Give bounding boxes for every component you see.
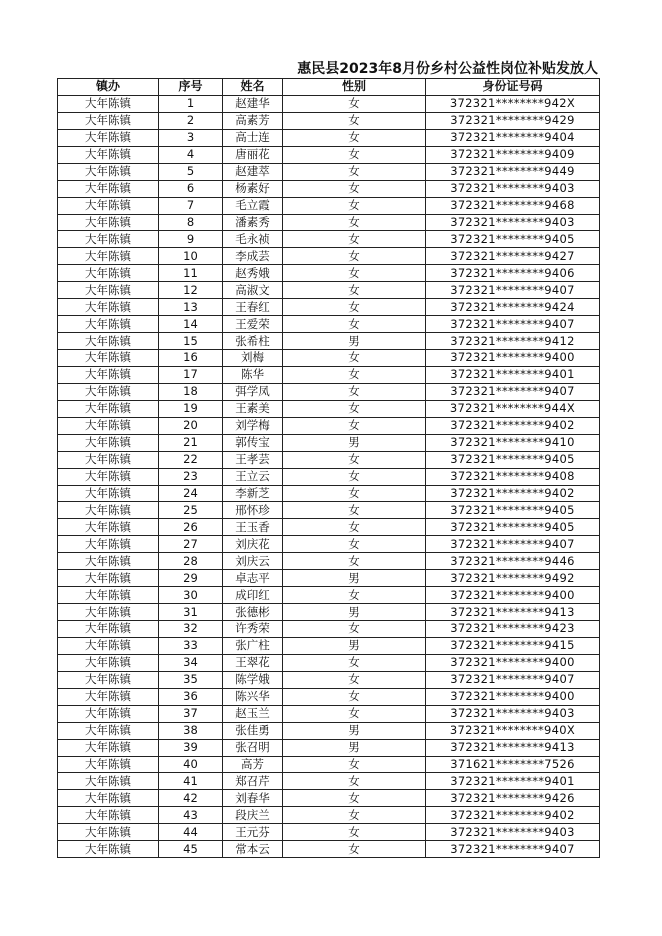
cell-serial: 22 — [159, 451, 223, 468]
table-row — [58, 299, 600, 316]
cell-gender: 女 — [283, 654, 426, 671]
cell-id-number: 372321********9413 — [426, 604, 600, 621]
cell-serial: 3 — [159, 129, 223, 146]
cell-gender: 女 — [283, 468, 426, 485]
cell-name: 赵秀娥 — [223, 265, 283, 282]
cell-id-number: 372321********9403 — [426, 214, 600, 231]
cell-town: 大年陈镇 — [58, 485, 159, 502]
cell-town: 大年陈镇 — [58, 688, 159, 705]
cell-gender: 女 — [283, 502, 426, 519]
cell-serial: 36 — [159, 688, 223, 705]
cell-name: 张召明 — [223, 739, 283, 756]
cell-town: 大年陈镇 — [58, 417, 159, 434]
cell-serial: 14 — [159, 316, 223, 333]
cell-town: 大年陈镇 — [58, 333, 159, 350]
cell-name: 王孝芸 — [223, 451, 283, 468]
cell-serial: 19 — [159, 400, 223, 417]
table-row — [58, 824, 600, 841]
cell-town: 大年陈镇 — [58, 604, 159, 621]
cell-serial: 27 — [159, 536, 223, 553]
cell-name: 成印红 — [223, 587, 283, 604]
cell-town: 大年陈镇 — [58, 451, 159, 468]
cell-gender: 女 — [283, 214, 426, 231]
cell-id-number: 372321********9401 — [426, 366, 600, 383]
header-serial: 序号 — [159, 79, 223, 96]
table-row — [58, 180, 600, 197]
cell-id-number: 372321********9407 — [426, 316, 600, 333]
cell-serial: 44 — [159, 824, 223, 841]
cell-serial: 10 — [159, 248, 223, 265]
cell-gender: 女 — [283, 671, 426, 688]
document-title: 惠民县2023年8月份乡村公益性岗位补贴发放人 — [297, 61, 598, 77]
cell-gender: 女 — [283, 536, 426, 553]
cell-id-number: 372321********9492 — [426, 570, 600, 587]
cell-serial: 24 — [159, 485, 223, 502]
cell-town: 大年陈镇 — [58, 824, 159, 841]
cell-name: 唐丽花 — [223, 146, 283, 163]
table-row — [58, 637, 600, 654]
header-name: 姓名 — [223, 79, 283, 96]
cell-gender: 女 — [283, 163, 426, 180]
cell-serial: 12 — [159, 282, 223, 299]
cell-serial: 37 — [159, 705, 223, 722]
cell-town: 大年陈镇 — [58, 671, 159, 688]
cell-town: 大年陈镇 — [58, 316, 159, 333]
cell-serial: 13 — [159, 299, 223, 316]
cell-name: 陈兴华 — [223, 688, 283, 705]
cell-name: 刘春华 — [223, 790, 283, 807]
cell-gender: 女 — [283, 688, 426, 705]
cell-town: 大年陈镇 — [58, 654, 159, 671]
cell-id-number: 372321********9402 — [426, 485, 600, 502]
cell-town: 大年陈镇 — [58, 214, 159, 231]
table-row — [58, 333, 600, 350]
header-town: 镇办 — [58, 79, 159, 96]
cell-gender: 女 — [283, 824, 426, 841]
cell-gender: 女 — [283, 265, 426, 282]
header-row — [58, 79, 600, 96]
cell-serial: 18 — [159, 383, 223, 400]
cell-gender: 女 — [283, 180, 426, 197]
cell-town: 大年陈镇 — [58, 163, 159, 180]
table-row — [58, 654, 600, 671]
table-row — [58, 451, 600, 468]
cell-gender: 女 — [283, 553, 426, 570]
table-row — [58, 722, 600, 739]
cell-serial: 20 — [159, 417, 223, 434]
table-row — [58, 95, 600, 112]
cell-gender: 男 — [283, 722, 426, 739]
cell-serial: 1 — [159, 95, 223, 112]
cell-gender: 女 — [283, 95, 426, 112]
table-row — [58, 214, 600, 231]
cell-name: 张希柱 — [223, 333, 283, 350]
table-row — [58, 146, 600, 163]
cell-serial: 40 — [159, 756, 223, 773]
cell-name: 王素美 — [223, 400, 283, 417]
cell-town: 大年陈镇 — [58, 265, 159, 282]
cell-name: 毛立霞 — [223, 197, 283, 214]
cell-gender: 女 — [283, 316, 426, 333]
table-row — [58, 400, 600, 417]
table-row — [58, 671, 600, 688]
table-row — [58, 383, 600, 400]
cell-serial: 28 — [159, 553, 223, 570]
cell-gender: 女 — [283, 129, 426, 146]
cell-town: 大年陈镇 — [58, 468, 159, 485]
roster-body — [58, 95, 600, 857]
cell-town: 大年陈镇 — [58, 146, 159, 163]
cell-town: 大年陈镇 — [58, 637, 159, 654]
cell-town: 大年陈镇 — [58, 248, 159, 265]
cell-name: 郑召芹 — [223, 773, 283, 790]
cell-id-number: 372321********9468 — [426, 197, 600, 214]
cell-town: 大年陈镇 — [58, 841, 159, 858]
cell-name: 刘梅 — [223, 350, 283, 367]
cell-gender: 女 — [283, 231, 426, 248]
cell-gender: 女 — [283, 705, 426, 722]
cell-name: 王翠花 — [223, 654, 283, 671]
cell-name: 许秀荣 — [223, 621, 283, 638]
cell-id-number: 372321********9423 — [426, 621, 600, 638]
cell-town: 大年陈镇 — [58, 621, 159, 638]
cell-id-number: 372321********9427 — [426, 248, 600, 265]
cell-gender: 女 — [283, 350, 426, 367]
cell-serial: 2 — [159, 112, 223, 129]
table-row — [58, 790, 600, 807]
cell-gender: 女 — [283, 112, 426, 129]
cell-serial: 30 — [159, 587, 223, 604]
cell-town: 大年陈镇 — [58, 756, 159, 773]
cell-id-number: 372321********9407 — [426, 671, 600, 688]
cell-id-number: 372321********9405 — [426, 231, 600, 248]
cell-town: 大年陈镇 — [58, 400, 159, 417]
cell-name: 陈学娥 — [223, 671, 283, 688]
cell-name: 王爱荣 — [223, 316, 283, 333]
cell-serial: 21 — [159, 434, 223, 451]
cell-id-number: 372321********9403 — [426, 705, 600, 722]
cell-town: 大年陈镇 — [58, 570, 159, 587]
cell-town: 大年陈镇 — [58, 350, 159, 367]
cell-id-number: 372321********9400 — [426, 350, 600, 367]
cell-id-number: 372321********9405 — [426, 519, 600, 536]
table-row — [58, 519, 600, 536]
cell-id-number: 372321********9402 — [426, 807, 600, 824]
cell-gender: 男 — [283, 434, 426, 451]
cell-gender: 女 — [283, 417, 426, 434]
cell-gender: 男 — [283, 333, 426, 350]
cell-id-number: 372321********9400 — [426, 587, 600, 604]
cell-name: 张佳勇 — [223, 722, 283, 739]
cell-id-number: 372321********9449 — [426, 163, 600, 180]
cell-serial: 6 — [159, 180, 223, 197]
table-row — [58, 536, 600, 553]
cell-id-number: 372321********942X — [426, 95, 600, 112]
cell-name: 常本云 — [223, 841, 283, 858]
cell-name: 潘素秀 — [223, 214, 283, 231]
cell-serial: 42 — [159, 790, 223, 807]
cell-town: 大年陈镇 — [58, 502, 159, 519]
cell-name: 赵建华 — [223, 95, 283, 112]
cell-serial: 39 — [159, 739, 223, 756]
cell-gender: 女 — [283, 451, 426, 468]
cell-id-number: 372321********9408 — [426, 468, 600, 485]
table-row — [58, 434, 600, 451]
cell-name: 高素芳 — [223, 112, 283, 129]
cell-gender: 女 — [283, 383, 426, 400]
cell-serial: 43 — [159, 807, 223, 824]
cell-gender: 女 — [283, 773, 426, 790]
cell-gender: 女 — [283, 841, 426, 858]
cell-gender: 男 — [283, 604, 426, 621]
cell-name: 李成芸 — [223, 248, 283, 265]
cell-name: 卓志平 — [223, 570, 283, 587]
cell-serial: 32 — [159, 621, 223, 638]
cell-id-number: 372321********9407 — [426, 841, 600, 858]
cell-town: 大年陈镇 — [58, 722, 159, 739]
cell-id-number: 372321********940X — [426, 722, 600, 739]
cell-town: 大年陈镇 — [58, 536, 159, 553]
cell-id-number: 372321********9405 — [426, 502, 600, 519]
table-row — [58, 197, 600, 214]
cell-name: 陈华 — [223, 366, 283, 383]
cell-gender: 女 — [283, 621, 426, 638]
cell-name: 段庆兰 — [223, 807, 283, 824]
cell-id-number: 372321********9413 — [426, 739, 600, 756]
table-row — [58, 316, 600, 333]
table-row — [58, 485, 600, 502]
cell-id-number: 372321********9404 — [426, 129, 600, 146]
cell-name: 杨素好 — [223, 180, 283, 197]
cell-town: 大年陈镇 — [58, 383, 159, 400]
cell-town: 大年陈镇 — [58, 231, 159, 248]
table-row — [58, 163, 600, 180]
cell-serial: 23 — [159, 468, 223, 485]
cell-serial: 25 — [159, 502, 223, 519]
table-row — [58, 417, 600, 434]
cell-name: 毛永祯 — [223, 231, 283, 248]
cell-id-number: 372321********9403 — [426, 824, 600, 841]
cell-id-number: 372321********9412 — [426, 333, 600, 350]
table-row — [58, 129, 600, 146]
cell-town: 大年陈镇 — [58, 180, 159, 197]
table-row — [58, 621, 600, 638]
cell-town: 大年陈镇 — [58, 299, 159, 316]
cell-serial: 33 — [159, 637, 223, 654]
table-row — [58, 604, 600, 621]
cell-serial: 45 — [159, 841, 223, 858]
cell-serial: 34 — [159, 654, 223, 671]
cell-name: 王春红 — [223, 299, 283, 316]
cell-town: 大年陈镇 — [58, 587, 159, 604]
cell-gender: 女 — [283, 587, 426, 604]
cell-id-number: 372321********9400 — [426, 654, 600, 671]
cell-town: 大年陈镇 — [58, 739, 159, 756]
cell-town: 大年陈镇 — [58, 519, 159, 536]
cell-town: 大年陈镇 — [58, 95, 159, 112]
cell-name: 赵建萃 — [223, 163, 283, 180]
cell-name: 高淑文 — [223, 282, 283, 299]
header-id-number: 身份证号码 — [426, 79, 600, 96]
cell-id-number: 372321********9407 — [426, 383, 600, 400]
cell-name: 刘庆花 — [223, 536, 283, 553]
table-row — [58, 350, 600, 367]
table-row — [58, 248, 600, 265]
cell-name: 郭传宝 — [223, 434, 283, 451]
cell-name: 李新芝 — [223, 485, 283, 502]
cell-id-number: 372321********9409 — [426, 146, 600, 163]
cell-serial: 31 — [159, 604, 223, 621]
table-row — [58, 587, 600, 604]
cell-town: 大年陈镇 — [58, 790, 159, 807]
table-row — [58, 282, 600, 299]
cell-serial: 38 — [159, 722, 223, 739]
cell-town: 大年陈镇 — [58, 705, 159, 722]
cell-id-number: 372321********9402 — [426, 417, 600, 434]
cell-serial: 35 — [159, 671, 223, 688]
roster-table — [57, 78, 600, 858]
cell-name: 张广柱 — [223, 637, 283, 654]
cell-serial: 11 — [159, 265, 223, 282]
cell-gender: 女 — [283, 790, 426, 807]
cell-town: 大年陈镇 — [58, 366, 159, 383]
cell-name: 王玉香 — [223, 519, 283, 536]
table-row — [58, 841, 600, 858]
cell-gender: 女 — [283, 282, 426, 299]
cell-name: 高士连 — [223, 129, 283, 146]
cell-gender: 女 — [283, 248, 426, 265]
cell-town: 大年陈镇 — [58, 282, 159, 299]
cell-id-number: 372321********9406 — [426, 265, 600, 282]
cell-name: 弭学凤 — [223, 383, 283, 400]
cell-gender: 女 — [283, 146, 426, 163]
cell-gender: 女 — [283, 299, 426, 316]
cell-town: 大年陈镇 — [58, 197, 159, 214]
cell-serial: 29 — [159, 570, 223, 587]
table-row — [58, 553, 600, 570]
cell-id-number: 372321********9405 — [426, 451, 600, 468]
cell-gender: 女 — [283, 519, 426, 536]
cell-id-number: 372321********944X — [426, 400, 600, 417]
cell-name: 王立云 — [223, 468, 283, 485]
cell-name: 赵玉兰 — [223, 705, 283, 722]
cell-serial: 17 — [159, 366, 223, 383]
table-row — [58, 739, 600, 756]
table-row — [58, 366, 600, 383]
cell-gender: 男 — [283, 637, 426, 654]
cell-id-number: 372321********9407 — [426, 282, 600, 299]
cell-serial: 16 — [159, 350, 223, 367]
cell-serial: 8 — [159, 214, 223, 231]
table-row — [58, 807, 600, 824]
cell-serial: 15 — [159, 333, 223, 350]
cell-town: 大年陈镇 — [58, 807, 159, 824]
cell-town: 大年陈镇 — [58, 434, 159, 451]
cell-gender: 女 — [283, 400, 426, 417]
cell-name: 邢怀珍 — [223, 502, 283, 519]
cell-town: 大年陈镇 — [58, 112, 159, 129]
cell-id-number: 372321********9426 — [426, 790, 600, 807]
cell-serial: 26 — [159, 519, 223, 536]
cell-gender: 男 — [283, 570, 426, 587]
cell-gender: 女 — [283, 485, 426, 502]
table-row — [58, 265, 600, 282]
cell-id-number: 372321********9446 — [426, 553, 600, 570]
table-row — [58, 756, 600, 773]
cell-gender: 女 — [283, 197, 426, 214]
cell-gender: 女 — [283, 756, 426, 773]
cell-gender: 女 — [283, 366, 426, 383]
cell-id-number: 372321********9401 — [426, 773, 600, 790]
cell-gender: 男 — [283, 739, 426, 756]
header-gender: 性别 — [283, 79, 426, 96]
table-row — [58, 231, 600, 248]
cell-id-number: 372321********9424 — [426, 299, 600, 316]
cell-serial: 5 — [159, 163, 223, 180]
cell-serial: 7 — [159, 197, 223, 214]
cell-id-number: 372321********9415 — [426, 637, 600, 654]
table-row — [58, 773, 600, 790]
table-row — [58, 112, 600, 129]
cell-id-number: 371621********7526 — [426, 756, 600, 773]
table-row — [58, 502, 600, 519]
cell-town: 大年陈镇 — [58, 129, 159, 146]
cell-serial: 9 — [159, 231, 223, 248]
cell-id-number: 372321********9410 — [426, 434, 600, 451]
cell-name: 刘庆云 — [223, 553, 283, 570]
cell-town: 大年陈镇 — [58, 553, 159, 570]
cell-serial: 4 — [159, 146, 223, 163]
table-row — [58, 570, 600, 587]
cell-name: 刘学梅 — [223, 417, 283, 434]
cell-town: 大年陈镇 — [58, 773, 159, 790]
table-row — [58, 688, 600, 705]
cell-name: 张德彬 — [223, 604, 283, 621]
cell-id-number: 372321********9429 — [426, 112, 600, 129]
cell-gender: 女 — [283, 807, 426, 824]
cell-name: 高芳 — [223, 756, 283, 773]
cell-name: 王元芬 — [223, 824, 283, 841]
table-row — [58, 705, 600, 722]
cell-id-number: 372321********9407 — [426, 536, 600, 553]
table-row — [58, 468, 600, 485]
cell-id-number: 372321********9400 — [426, 688, 600, 705]
cell-serial: 41 — [159, 773, 223, 790]
cell-id-number: 372321********9403 — [426, 180, 600, 197]
